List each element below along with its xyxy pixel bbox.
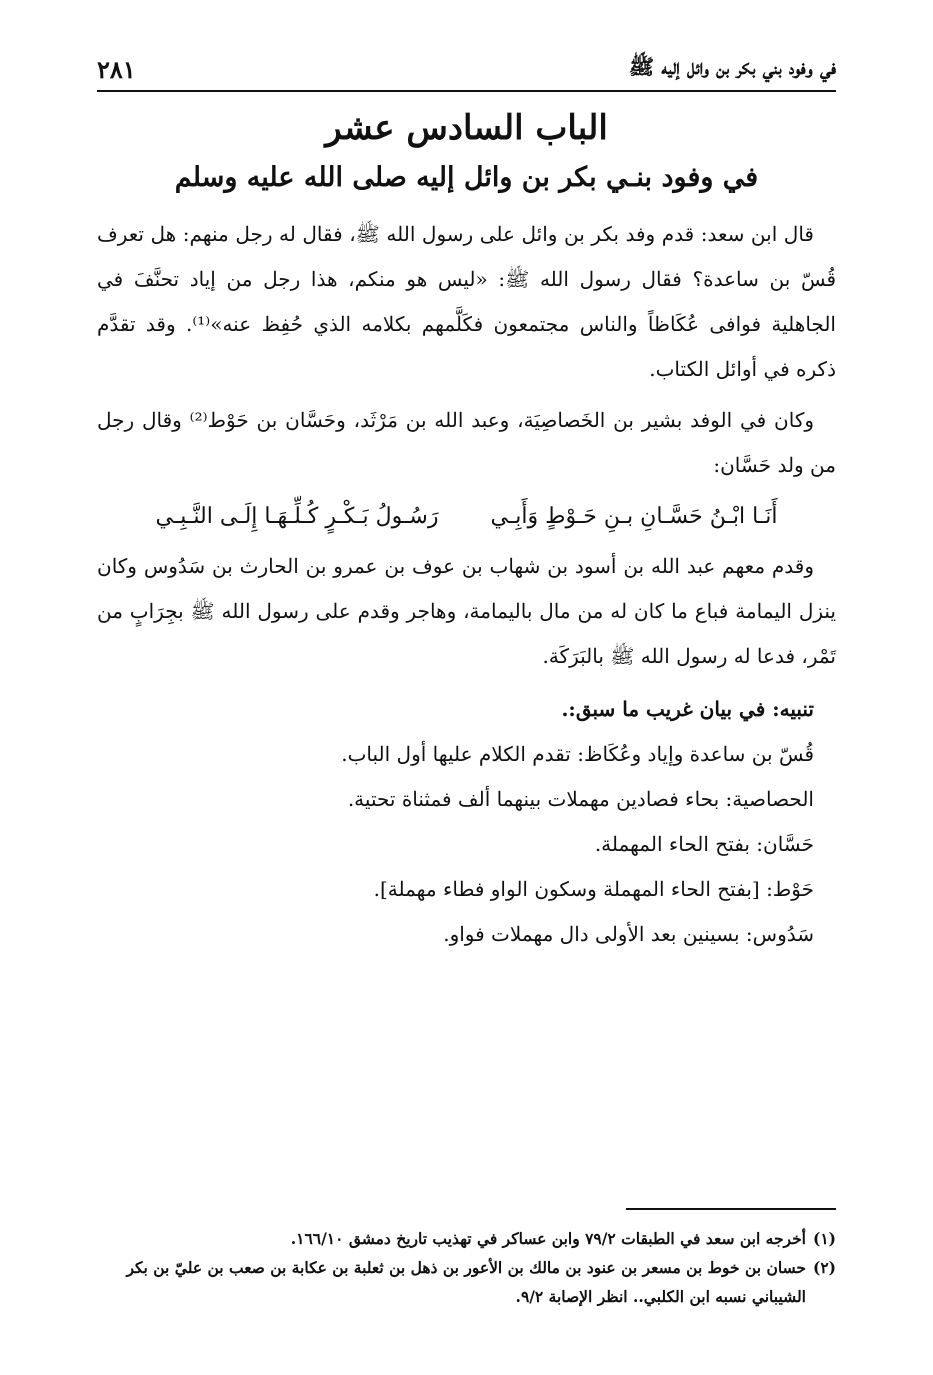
footnote-1	[97, 1224, 836, 1253]
footnote-separator	[626, 1208, 836, 1210]
footnote-text: حسان بن خوط بن مسعر بن عنود بن مالك بن الأعور بن ذهل بن ثعلبة بن عكابة بن صعب بن عليّ بن بكر الشيباني نسبه ابن الكلبي.. انظر الإصابة ٩/٢.	[126, 1258, 806, 1306]
paragraph-abdullah-bin-aswad: وقدم معهم عبد الله بن أسود بن شهاب بن عوف بن عمرو بن الحارث بن سَدُوس وكان ينزل اليمامة فباع ما كان له من مال باليمامة، وهاجر وقدم على رسول الله ﷺ بجِرَابٍ من تَمْر، فدعا له رسول الله ﷺ بالبَرَكَة.	[97, 554, 836, 668]
notes-heading: تنبيه: في بيان غريب ما سبق:.	[561, 697, 814, 721]
chapter-subtitle: في وفود بنـي بكر بن وائل إليه صلى الله عليه وسلم	[174, 162, 759, 193]
verse-second-hemistich: رَسُـولُ بَـكْـرٍ كُـلِّـهَـا إِلَـى النَّـبِـي	[155, 504, 439, 529]
body-text	[97, 212, 836, 957]
note-item: سَدُوس: بسينين بعد الأولى دال مهملات فواو.	[443, 922, 814, 946]
note-item: قُسّ بن ساعدة وإياد وعُكَاظ: تقدم الكلام عليها أول الباب.	[341, 742, 814, 766]
chapter-title: الباب السادس عشر	[325, 108, 608, 148]
note-item: حَوْط: [بفتح الحاء المهملة وسكون الواو فطاء مهملة].	[373, 877, 814, 901]
vocabulary-notes	[97, 687, 836, 957]
poetry-verse	[97, 494, 836, 540]
footnotes	[97, 1224, 836, 1311]
note-item: حَسَّان: بفتح الحاء المهملة.	[594, 832, 814, 856]
verse-first-hemistich: أَنَـا ابْـنُ حَسَّـانِ بـنِ حَـوْطٍ وَأَبِـي	[490, 504, 778, 529]
paragraph-ibn-saad: قال ابن سعد: قدم وفد بكر بن وائل على رسول الله ﷺ، فقال له رجل منهم: هل تعرف قُسّ بن ساعدة؟ فقال رسول الله ﷺ: «ليس هو منكم، هذا رجل من إياد تحنَّفَ في الجاهلية فوافى عُكَاظاً والناس مجتمعون فكَلَّمهم بكلامه الذي حُفِظ عنه»⁽¹⁾. وقد تقدَّم ذكره في أوائل الكتاب.	[97, 222, 836, 381]
footnote-text: أخرجه ابن سعد في الطبقات ٧٩/٢ وابن عساكر في تهذيب تاريخ دمشق ١٦٦/١٠.	[290, 1229, 806, 1248]
footnote-number: (٢)	[812, 1258, 836, 1277]
running-header	[97, 48, 836, 92]
page-number: ٢٨١	[97, 54, 136, 84]
footnote-number: (١)	[812, 1229, 836, 1248]
running-title: في وفود بني بكر بن وائل إليه ﷺ	[628, 53, 836, 79]
note-item: الحصاصية: بحاء فصادين مهملات بينهما ألف فمثناة تحتية.	[347, 787, 814, 811]
footnote-2	[97, 1253, 836, 1311]
paragraph-delegation: وكان في الوفد بشير بن الخَصاصِيَة، وعبد الله بن مَرْثَد، وحَسَّان بن حَوْط⁽²⁾ وقال رجل من ولد حَسَّان:	[97, 408, 836, 477]
